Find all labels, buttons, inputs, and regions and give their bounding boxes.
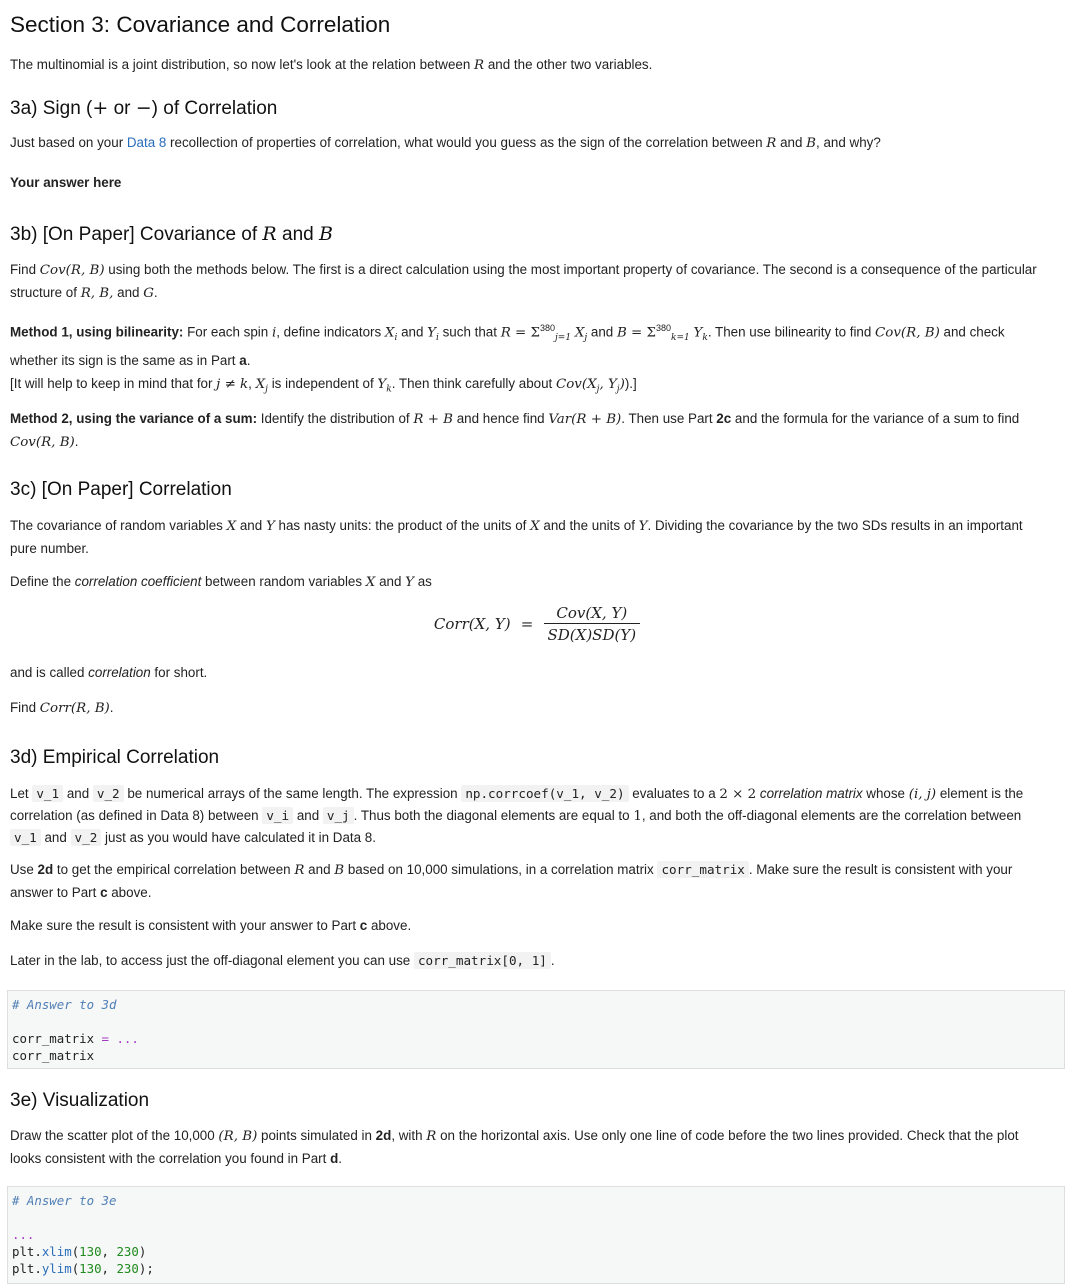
code-line-ylim: plt.ylim(130, 230); (12, 1261, 154, 1276)
code-comment: # Answer to 3d (12, 997, 117, 1012)
paragraph-3b-intro: Find Cov(R, B) using both the methods below. The first is a direct calculation using the most important property of covariance. The second is a consequence of the particular structure of R, B, and G. (10, 262, 1037, 301)
section-title: Section 3: Covariance and Correlation (10, 12, 391, 37)
heading-3d: 3d) Empirical Correlation (10, 747, 220, 768)
code-cell-3d[interactable] (7, 990, 1065, 1069)
paragraph-3c-find: Find Corr(R, B). (10, 700, 114, 716)
answer-placeholder-3a[interactable]: Your answer here (10, 175, 122, 190)
paragraph-hint: [It will help to keep in mind that for j ≠ k, $X_j$ is independent of $Y_k$. Then think carefully about $Cov(X_j$, $Y_j$)).] (10, 376, 637, 395)
data8-link[interactable]: Data 8 (126, 135, 167, 150)
paragraph-3d-corrcoef: Let v_1 and v_2 be numerical arrays of the same length. The expression np.corrcoef(v_1, v_2) evaluates to a 2 × 2 correlation matrix whose (i, j) element is the correlation (as defined in Data 8) between v_i and v_j . Thus both the diagonal elements are equal to 1, and both the off-diagonal elements are the correlation between v_1 and v_2 just as you would have calculated it in Data 8. (10, 786, 1024, 845)
question-3a: Just based on your Data 8 recollection of properties of correlation, what would you guess as the sign of the correlation between R and B, and why? (10, 135, 881, 151)
paragraph-method-2: Method 2, using the variance of a sum: Identify the distribution of R + B and hence find Var(R + B). Then use Part 2c and the formula for the variance of a sum to find Cov(R, B). (10, 411, 1020, 450)
section-intro: The multinomial is a joint distribution, so now let's look at the relation between R and the other two variables. (10, 57, 653, 73)
heading-3c: 3c) [On Paper] Correlation (10, 479, 232, 500)
code-line-output: corr_matrix (12, 1048, 95, 1063)
heading-3e: 3e) Visualization (10, 1090, 150, 1111)
heading-3a: 3a) Sign (+ or −) of Correlation (10, 97, 278, 119)
heading-3b: 3b) [On Paper] Covariance of R and B (10, 223, 333, 245)
paragraph-3d-access: Later in the lab, to access just the off-diagonal element you can use corr_matrix[0, 1] . (10, 953, 555, 968)
paragraph-3d-use: Use 2d to get the empirical correlation between R and B based on 10,000 simulations, in a correlation matrix corr_matrix . Make sure the result is consistent with your answer to Part c above. (10, 862, 1013, 900)
paragraph-3c-define: Define the correlation coefficient between random variables X and Y as (10, 574, 432, 590)
code-line-assign: corr_matrix = ... (12, 1031, 139, 1046)
correlation-formula: Corr(X, Y) = $\frac{\text{Cov(X, Y)}}{SD(X)SD(Y)}$ (0, 604, 1074, 644)
paragraph-3d-consistent: Make sure the result is consistent with your answer to Part c above. (10, 918, 412, 933)
paragraph-3c-units: The covariance of random variables X and Y has nasty units: the product of the units of X and the units of Y. Dividing the covariance by the two SDs results in an important pure number. (10, 518, 1023, 556)
code-line-xlim: plt.xlim(130, 230) (12, 1244, 147, 1259)
code-line-ellipsis: ... (12, 1227, 35, 1242)
paragraph-3c-short: and is called correlation for short. (10, 665, 208, 680)
paragraph-3e: Draw the scatter plot of the 10,000 (R, B) points simulated in 2d, with R on the horizontal axis. Use only one line of code before the two lines provided. Check that the plot looks consistent with the correlation you found in Part d. (10, 1128, 1019, 1166)
paragraph-method-1: Method 1, using bilinearity: For each spin i, define indicators $X_i$ and $Y_i$ such that $R = \Sigma^{380}_{j=1}$ $X_j$ and $B = \Sigma^{380}_{k=1}$ $Y_k$. Then use bilinearity to find Cov(R, B) and check whether its sign is the same as in Part a. (10, 323, 1005, 368)
code-comment: # Answer to 3e (12, 1193, 117, 1208)
code-cell-3e[interactable] (7, 1186, 1065, 1284)
